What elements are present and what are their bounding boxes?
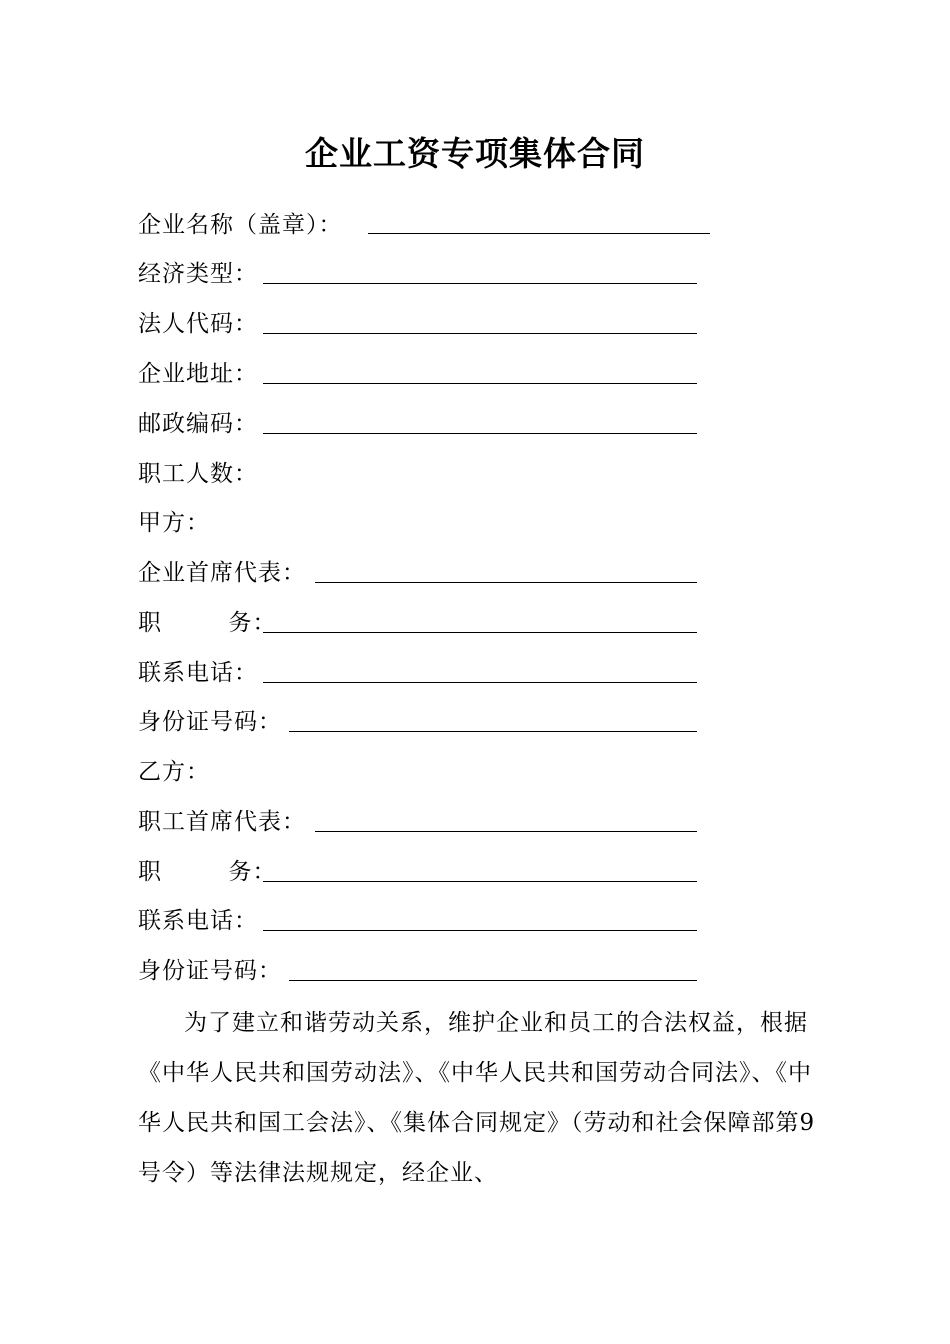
company-name-row <box>138 205 343 245</box>
a-position-row <box>138 603 277 643</box>
a-id-blank[interactable] <box>289 731 697 732</box>
a-phone-blank[interactable] <box>263 682 697 683</box>
legal-code-blank[interactable] <box>263 333 697 334</box>
address-label: 企业地址： <box>138 361 258 387</box>
legal-code-row <box>138 304 258 344</box>
a-id-label: 身份证号码： <box>138 709 282 735</box>
a-position-blank[interactable] <box>263 632 697 633</box>
b-position-label: 职 务： <box>138 859 277 885</box>
b-rep-label: 职工首席代表： <box>138 809 306 835</box>
staff-count-row <box>138 454 258 494</box>
a-rep-row <box>138 553 306 593</box>
b-rep-blank[interactable] <box>315 831 697 832</box>
b-phone-blank[interactable] <box>263 930 697 931</box>
a-phone-row <box>138 653 258 693</box>
b-rep-row <box>138 802 306 842</box>
company-name-label: 企业名称（盖章）： <box>138 212 343 238</box>
b-position-row <box>138 852 277 892</box>
economy-type-label: 经济类型： <box>138 261 258 287</box>
b-position-blank[interactable] <box>263 881 697 882</box>
address-blank[interactable] <box>263 383 697 384</box>
address-row <box>138 354 258 394</box>
document-title: 企业工资专项集体合同 <box>305 134 645 173</box>
a-position-label: 职 务： <box>138 610 277 636</box>
party-b-row <box>138 752 210 792</box>
economy-type-blank[interactable] <box>263 283 697 284</box>
a-phone-label: 联系电话： <box>138 660 258 686</box>
postcode-blank[interactable] <box>263 433 697 434</box>
b-id-row <box>138 951 282 991</box>
b-phone-label: 联系电话： <box>138 908 258 934</box>
party-a-row <box>138 503 210 543</box>
b-id-blank[interactable] <box>289 980 697 981</box>
party-a-label: 甲方： <box>138 510 210 536</box>
staff-count-label: 职工人数： <box>138 461 258 487</box>
a-rep-label: 企业首席代表： <box>138 560 306 586</box>
legal-code-label: 法人代码： <box>138 311 258 337</box>
postcode-row <box>138 404 258 444</box>
party-b-label: 乙方： <box>138 759 210 785</box>
b-phone-row <box>138 901 258 941</box>
preamble-paragraph: 为了建立和谐劳动关系，维护企业和员工的合法权益，根据《中华人民共和国劳动法》、《中华人民共和国劳动合同法》、《中华人民共和国工会法》、《集体合同规定》（劳动和社会保障部第9号令）等法律法规规定，经企业、 <box>138 1010 816 1186</box>
b-id-label: 身份证号码： <box>138 958 282 984</box>
postcode-label: 邮政编码： <box>138 411 258 437</box>
a-id-row <box>138 702 282 742</box>
a-rep-blank[interactable] <box>315 582 697 583</box>
company-name-blank[interactable] <box>368 233 710 234</box>
economy-type-row <box>138 254 258 294</box>
